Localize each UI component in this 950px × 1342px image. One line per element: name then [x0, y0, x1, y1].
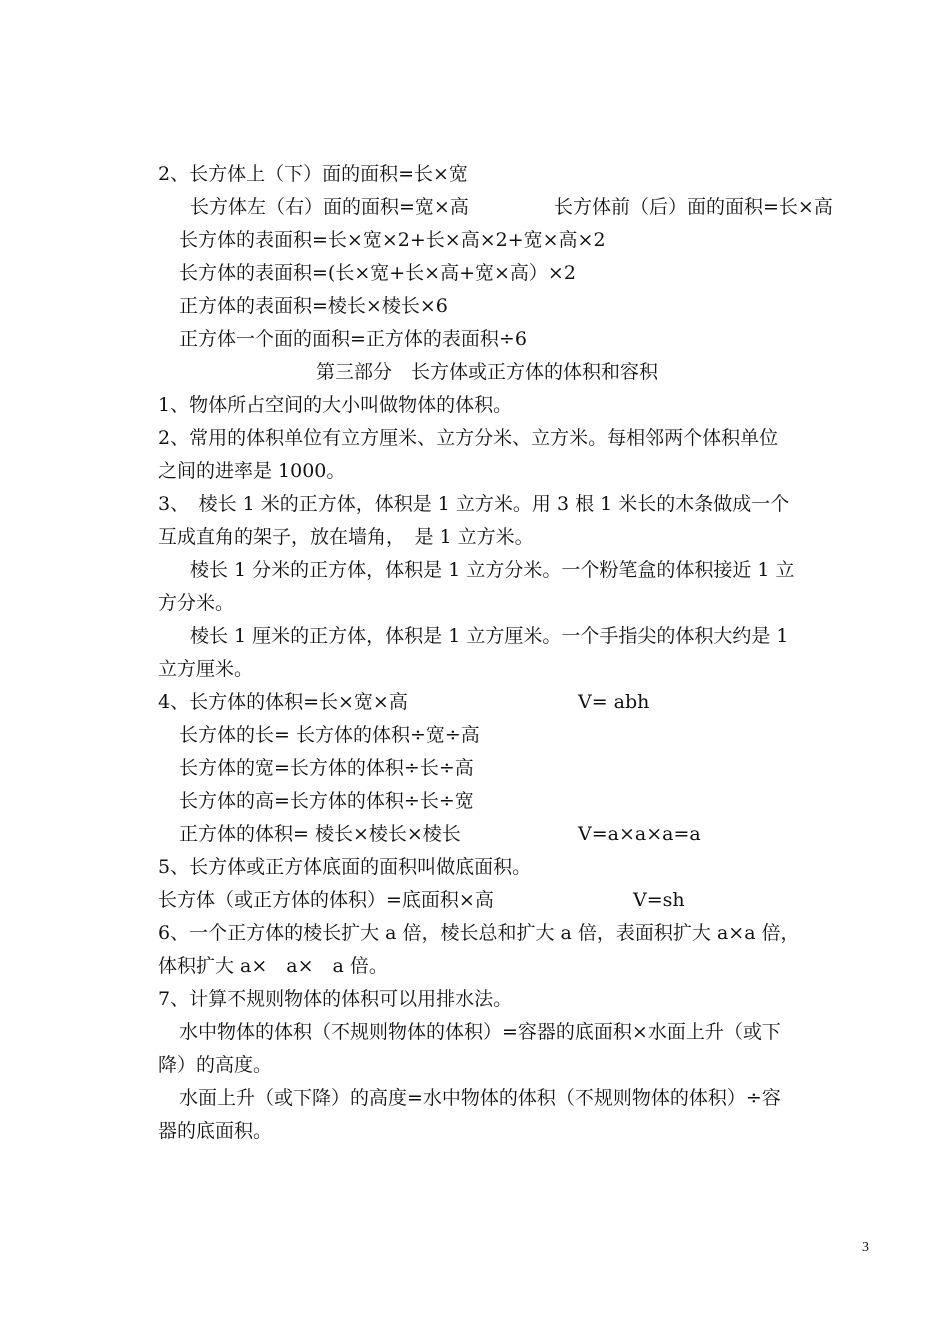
text-line: 正方体一个面的面积=正方体的表面积÷6: [179, 328, 527, 350]
text-line: 1、物体所占空间的大小叫做物体的体积。: [158, 394, 513, 416]
text-line: 2、长方体上（下）面的面积=长×宽: [158, 163, 468, 185]
text-line: 长方体的表面积=长×宽×2+长×高×2+宽×高×2: [179, 229, 606, 251]
page-number: 3: [862, 1240, 869, 1255]
text-line: 长方体的长= 长方体的体积÷宽÷高: [179, 724, 480, 746]
text-line: 长方体的宽=长方体的体积÷长÷高: [179, 757, 474, 779]
text-line: 3、 棱长 1 米的正方体，体积是 1 立方米。用 3 根 1 米长的木条做成一个: [158, 493, 790, 515]
text-line: 降）的高度。: [158, 1054, 273, 1076]
text-line: 2、常用的体积单位有立方厘米、立方分米、立方米。每相邻两个体积单位: [158, 427, 779, 449]
text-line: 方分米。: [158, 592, 235, 614]
text-line: 水中物体的体积（不规则物体的体积）=容器的底面积×水面上升（或下: [179, 1021, 781, 1043]
formula: V= abh: [578, 691, 650, 713]
text-line: 5、长方体或正方体底面的面积叫做底面积。: [158, 856, 532, 878]
text-line: 器的底面积。: [158, 1120, 273, 1142]
text-line: 体积扩大 a× a× a 倍。: [158, 955, 388, 977]
section-heading: 第三部分 长方体或正方体的体积和容积: [316, 361, 659, 383]
text-line: 4、长方体的体积=长×宽×高: [158, 691, 408, 713]
formula: V=sh: [633, 889, 685, 911]
text-line: 棱长 1 分米的正方体，体积是 1 立方分米。一个粉笔盒的体积接近 1 立: [190, 559, 795, 581]
text-line: 正方体的表面积=棱长×棱长×6: [179, 295, 448, 317]
text-line: 互成直角的架子，放在墙角， 是 1 立方米。: [158, 526, 534, 548]
text-line: 棱长 1 厘米的正方体，体积是 1 立方厘米。一个手指尖的体积大约是 1: [190, 625, 789, 647]
text-line: 长方体前（后）面的面积=长×高: [554, 196, 833, 218]
formula: V=a×a×a=a: [578, 823, 701, 845]
text-line: 长方体的高=长方体的体积÷长÷宽: [179, 790, 474, 812]
text-line: 长方体（或正方体的体积）=底面积×高: [158, 889, 494, 911]
text-line: 长方体左（右）面的面积=宽×高: [190, 196, 469, 218]
text-line: 6、一个正方体的棱长扩大 a 倍，棱长总和扩大 a 倍，表面积扩大 a×a 倍，: [158, 922, 800, 944]
text-line: 正方体的体积= 棱长×棱长×棱长: [179, 823, 461, 845]
text-line: 7、计算不规则物体的体积可以用排水法。: [158, 988, 513, 1010]
text-line: 之间的进率是 1000。: [158, 460, 346, 482]
text-line: 立方厘米。: [158, 658, 254, 680]
text-line: 水面上升（或下降）的高度=水中物体的体积（不规则物体的体积）÷容: [179, 1087, 781, 1109]
text-line: 长方体的表面积=(长×宽+长×高+宽×高）×2: [179, 262, 576, 284]
